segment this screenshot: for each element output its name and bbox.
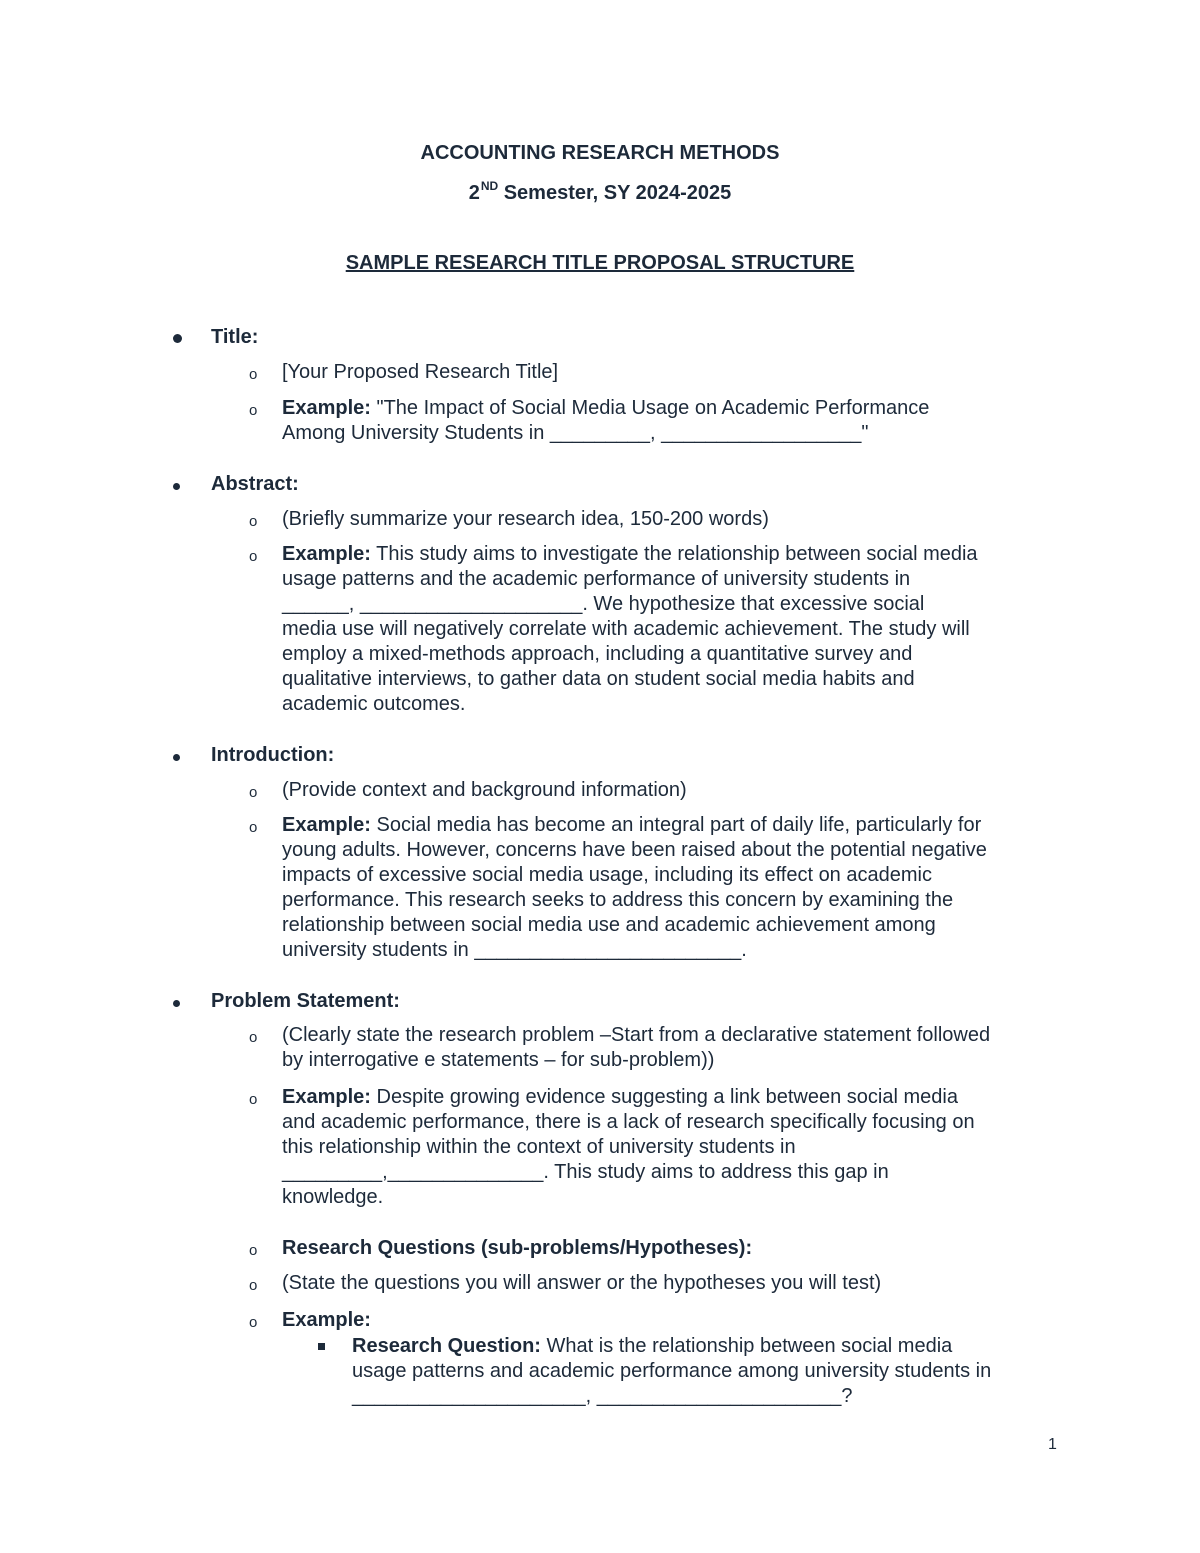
semester-line: 2ND Semester, SY 2024-2025 (468, 179, 732, 204)
introduction-example: o Example: Social media has become an integral part of daily life, particularly for young adults. However, concerns have been raised about the potential negative impacts of excessive social media usage, including its effect on academic performance. This research seeks to address this concern by examining the relationship between social media use and academic achievement among university students in ________________________. (249, 814, 987, 961)
section-problem-heading: Problem Statement: (211, 989, 400, 1014)
research-questions-instruction: o (State the questions you will answer or the hypotheses you will test) (249, 1272, 882, 1294)
section-abstract-heading: Abstract: (211, 472, 299, 497)
research-question-example: Research Question: What is the relationship between social media usage patterns and academic performance among university students in _____________________, ______________________? (352, 1334, 1062, 1409)
introduction-instruction: o (Provide context and background information) (249, 779, 687, 801)
problem-example: o Example: Despite growing evidence suggesting a link between social media and academic performance, there is a lack of research specifically focusing on this relationship within the context of university students in _________,______________. This study aims to address this gap in knowledge. (249, 1086, 975, 1208)
title-instruction: o [Your Proposed Research Title] (249, 361, 559, 383)
research-questions-example-label: o Example: (249, 1309, 371, 1331)
section-introduction-heading: Introduction: (211, 743, 334, 768)
title-example: o Example: "The Impact of Social Media Usage on Academic Performance Among University Students in _________, __________________" (249, 397, 930, 444)
proposal-structure-title: SAMPLE RESEARCH TITLE PROPOSAL STRUCTURE (345, 252, 855, 274)
research-questions-heading: o Research Questions (sub-problems/Hypotheses): (249, 1237, 753, 1259)
abstract-instruction: o (Briefly summarize your research idea, 150-200 words) (249, 508, 769, 530)
problem-instruction: o (Clearly state the research problem –Start from a declarative statement followed by interrogative e statements – for sub-problem)) (249, 1024, 991, 1071)
section-title-heading: Title: (211, 325, 258, 350)
course-title: ACCOUNTING RESEARCH METHODS (420, 142, 780, 164)
page-number: 1 (1048, 1436, 1057, 1453)
abstract-example: o Example: This study aims to investigate the relationship between social media usage patterns and the academic performance of university students in ______, ____________________. We hypothesize that excessive social media use will negatively correlate with academic achievement. The study will employ a mixed-methods approach, including a quantitative survey and qualitative interviews, to gather data on student social media habits and academic outcomes. (249, 543, 978, 715)
